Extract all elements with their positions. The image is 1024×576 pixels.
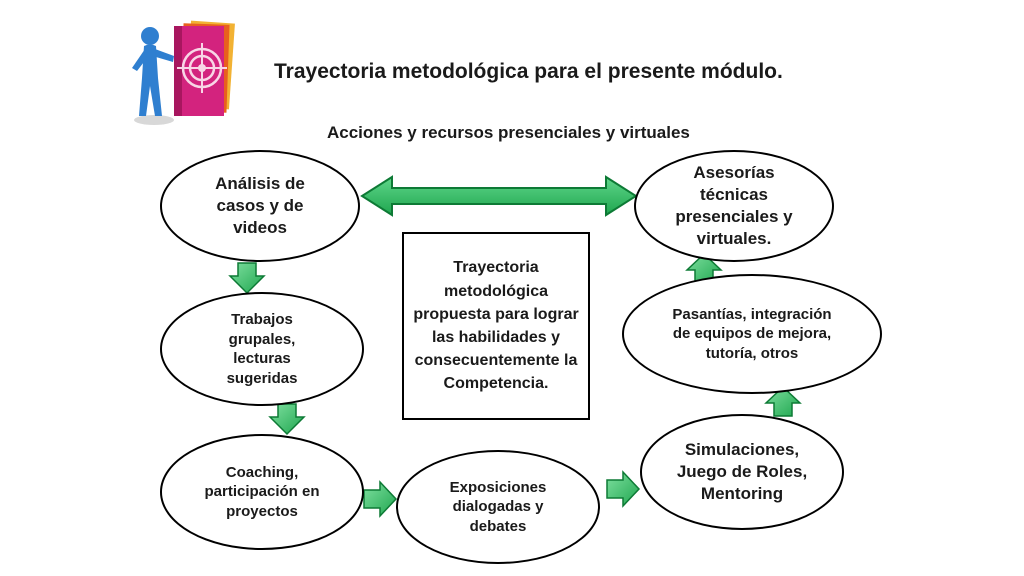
center-box	[402, 232, 590, 420]
node-asesorias-label: Asesorías técnicas presenciales y virtuales.	[675, 162, 793, 249]
node-coaching	[160, 434, 364, 550]
arrow-down-1	[230, 263, 264, 293]
node-pasantias	[622, 274, 882, 394]
arrow-right-2	[607, 472, 639, 506]
node-simulaciones-label: Simulaciones, Juego de Roles, Mentoring	[676, 439, 808, 504]
node-trabajos-label: Trabajos grupales, lecturas sugeridas	[226, 311, 298, 387]
node-analisis	[160, 150, 360, 262]
center-box-text: Trayectoria metodológica propuesta para lograr las habilidades y consecuentemente la Competencia.	[413, 259, 579, 393]
node-pasantias-label: Pasantías, integración de equipos de mejora, tutoría, otros	[672, 305, 832, 362]
node-simulaciones	[640, 414, 844, 530]
node-coaching-label: Coaching, participación en proyectos	[204, 463, 320, 520]
node-exposiciones	[396, 450, 600, 564]
page-subtitle: Acciones y recursos presenciales y virtuales	[327, 123, 690, 142]
double-arrow-top	[362, 177, 636, 215]
page-title: Trayectoria metodológica para el presente módulo.	[274, 60, 783, 83]
node-analisis-label: Análisis de casos y de videos	[215, 173, 305, 238]
node-exposiciones-label: Exposiciones dialogadas y debates	[449, 478, 547, 535]
node-asesorias	[634, 150, 834, 262]
arrow-right-1	[364, 482, 396, 516]
arrow-down-2	[270, 404, 304, 434]
node-trabajos	[160, 292, 364, 406]
